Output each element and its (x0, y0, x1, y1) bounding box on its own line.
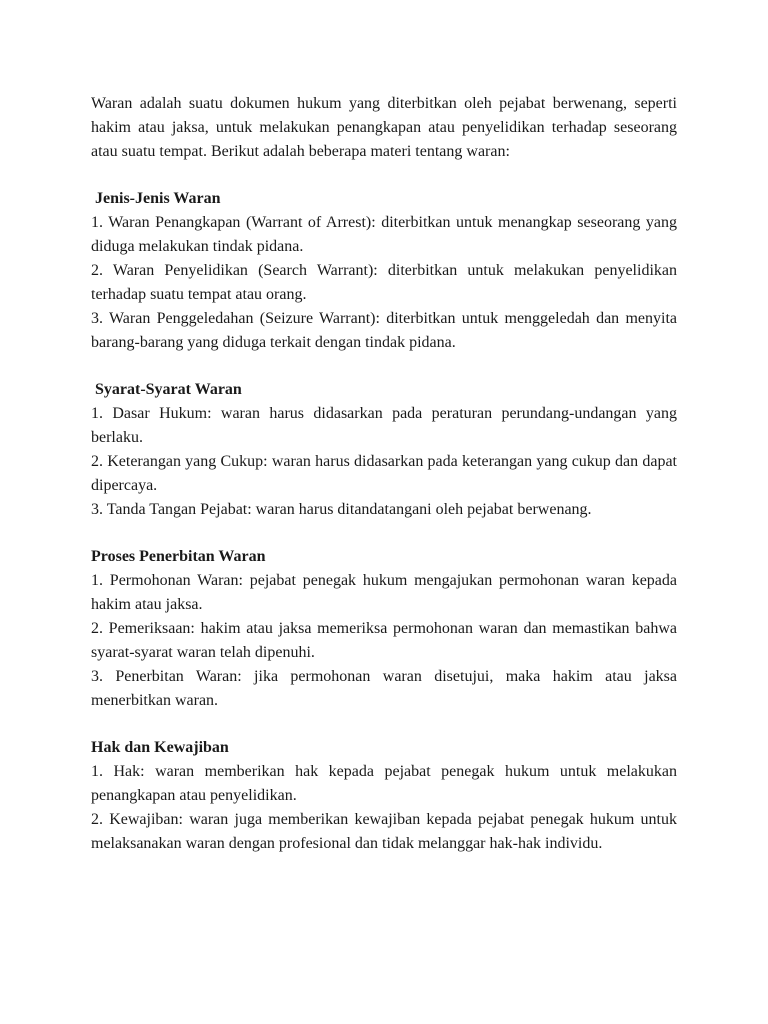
section-heading: Jenis-Jenis Waran (95, 190, 221, 207)
list-item: 3. Waran Penggeledahan (Seizure Warrant): diterbitkan untuk menggeledah dan menyita barang-barang yang diduga terkait dengan tindak pidana. (91, 310, 677, 351)
list-item: 2. Keterangan yang Cukup: waran harus didasarkan pada keterangan yang cukup dan dapat dipercaya. (91, 453, 677, 494)
list-item: 3. Tanda Tangan Pejabat: waran harus ditandatangani oleh pejabat berwenang. (91, 501, 592, 518)
document-body (91, 92, 677, 856)
section-heading: Proses Penerbitan Waran (91, 548, 266, 565)
section-hak-dan-kewajiban (91, 736, 677, 856)
section-heading: Hak dan Kewajiban (91, 739, 229, 756)
section-jenis-jenis-waran (91, 187, 677, 355)
list-item: 2. Pemeriksaan: hakim atau jaksa memeriksa permohonan waran dan memastikan bahwa syarat-syarat waran telah dipenuhi. (91, 620, 677, 661)
list-item: 1. Waran Penangkapan (Warrant of Arrest): diterbitkan untuk menangkap seseorang yang diduga melakukan tindak pidana. (91, 214, 677, 255)
list-item: 1. Dasar Hukum: waran harus didasarkan pada peraturan perundang-undangan yang berlaku. (91, 405, 677, 446)
list-item: 2. Kewajiban: waran juga memberikan kewajiban kepada pejabat penegak hukum untuk melaksanakan waran dengan profesional dan tidak melanggar hak-hak individu. (91, 811, 677, 852)
list-item: 1. Permohonan Waran: pejabat penegak hukum mengajukan permohonan waran kepada hakim atau jaksa. (91, 572, 677, 613)
section-syarat-syarat-waran (91, 378, 677, 522)
section-proses-penerbitan-waran (91, 545, 677, 713)
list-item: 1. Hak: waran memberikan hak kepada pejabat penegak hukum untuk melakukan penangkapan atau penyelidikan. (91, 763, 677, 804)
intro-paragraph: Waran adalah suatu dokumen hukum yang diterbitkan oleh pejabat berwenang, seperti hakim atau jaksa, untuk melakukan penangkapan atau penyelidikan terhadap seseorang atau suatu tempat. Berikut adalah beberapa materi tentang waran: (91, 95, 677, 160)
list-item: 2. Waran Penyelidikan (Search Warrant): diterbitkan untuk melakukan penyelidikan terhadap suatu tempat atau orang. (91, 262, 677, 303)
section-heading: Syarat-Syarat Waran (95, 381, 242, 398)
list-item: 3. Penerbitan Waran: jika permohonan waran disetujui, maka hakim atau jaksa menerbitkan waran. (91, 668, 677, 709)
